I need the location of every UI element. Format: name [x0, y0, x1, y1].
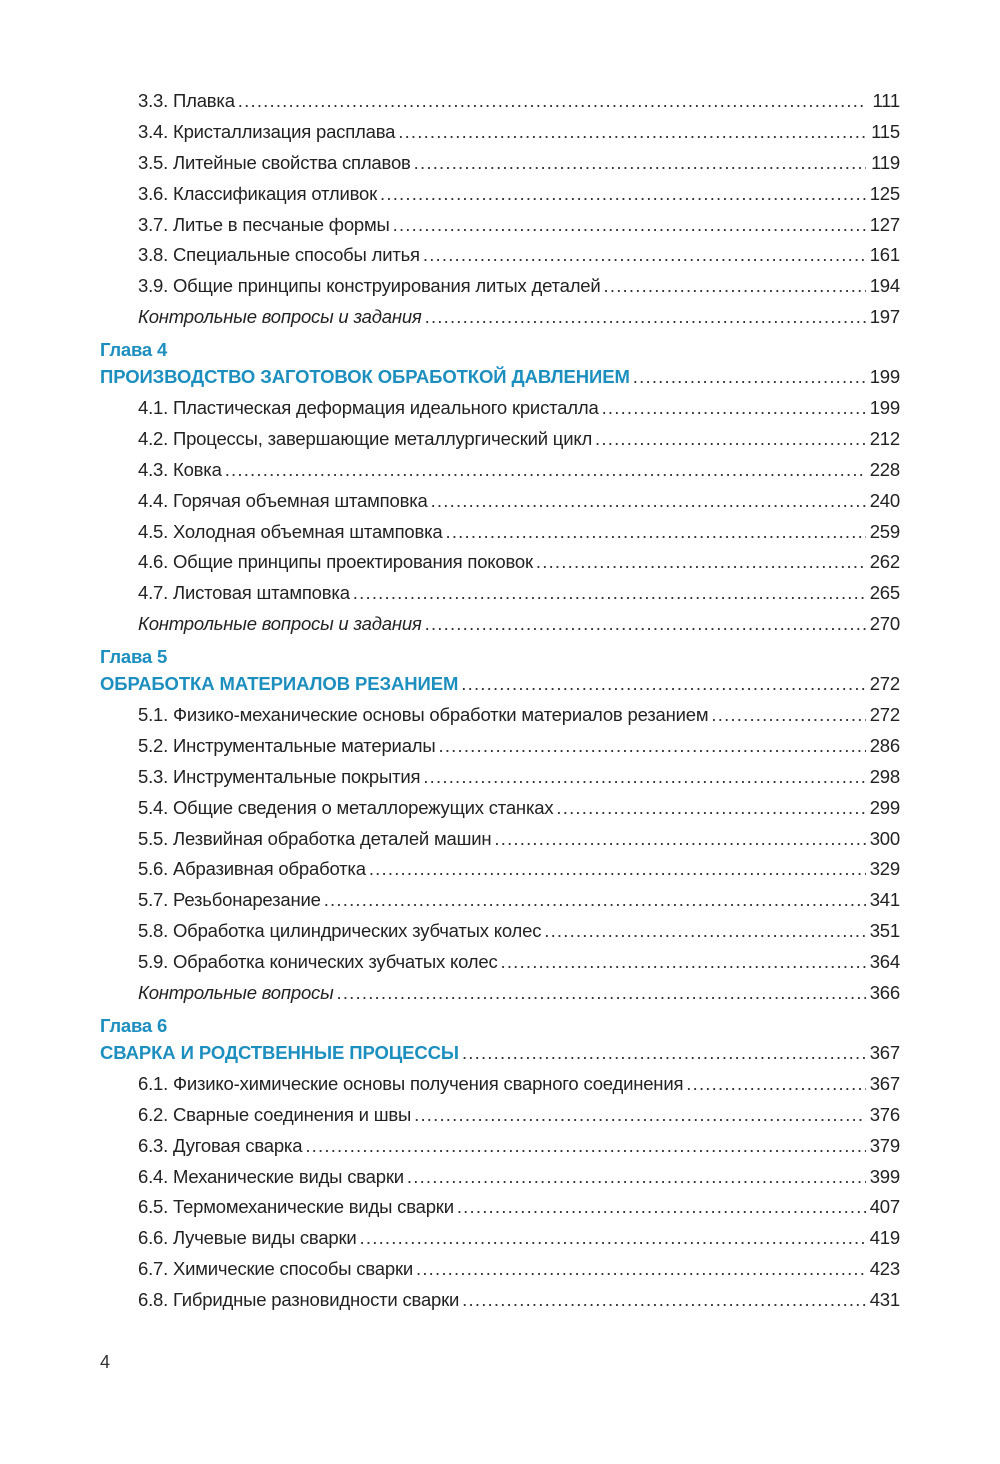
- toc-entry-title: 5.4. Общие сведения о металлорежущих станках: [138, 796, 554, 818]
- toc-entry[interactable]: [100, 486, 900, 517]
- toc-entry[interactable]: [100, 1254, 900, 1285]
- toc-entry-control-questions[interactable]: [100, 302, 900, 333]
- chapter-label: Глава 4: [100, 339, 168, 361]
- toc-entry-page: 364: [869, 951, 900, 973]
- leader-dots: [556, 793, 865, 824]
- toc-entry-title: 5.9. Обработка конических зубчатых колес: [138, 951, 498, 973]
- toc-entry[interactable]: [100, 117, 900, 148]
- chapter-heading[interactable]: [100, 362, 900, 393]
- toc-entry-page: 270: [869, 613, 900, 635]
- toc-entry-title: 3.7. Литье в песчаные формы: [138, 213, 390, 235]
- toc-entry-page: 300: [869, 827, 900, 849]
- leader-dots: [711, 700, 865, 731]
- toc-entry-title: 6.7. Химические способы сварки: [138, 1258, 413, 1280]
- toc-entry-title: 6.8. Гибридные разновидности сварки: [138, 1289, 460, 1311]
- toc-entry-page: 351: [869, 920, 900, 942]
- chapter-title: ПРОИЗВОДСТВО ЗАГОТОВОК ОБРАБОТКОЙ ДАВЛЕНИЕМ: [100, 366, 630, 388]
- toc-entry-page: 329: [869, 858, 900, 880]
- leader-dots: [423, 762, 865, 793]
- toc-entry-title: 4.5. Холодная объемная штамповка: [138, 520, 443, 542]
- toc-entry-title: 3.3. Плавка: [138, 90, 235, 111]
- toc-entry[interactable]: [100, 578, 900, 609]
- toc-entry[interactable]: [100, 424, 900, 455]
- chapter-page: 367: [869, 1041, 900, 1063]
- toc-entry-title: 5.5. Лезвийная обработка деталей машин: [138, 827, 492, 849]
- leader-dots: [544, 916, 865, 947]
- leader-dots: [595, 424, 866, 455]
- toc-entry-page: 197: [869, 306, 900, 328]
- leader-dots: [398, 117, 866, 148]
- toc-entry-page: 228: [869, 458, 900, 480]
- chapter-heading[interactable]: [100, 669, 900, 700]
- toc-entry-title: 4.1. Пластическая деформация идеального кристалла: [138, 397, 599, 419]
- toc-entry-page: 212: [869, 427, 900, 449]
- toc-entry-control-questions[interactable]: [100, 978, 900, 1009]
- chapter-title: ОБРАБОТКА МАТЕРИАЛОВ РЕЗАНИЕМ: [100, 673, 459, 695]
- toc-entry[interactable]: [100, 455, 900, 486]
- leader-dots: [360, 1223, 866, 1254]
- toc-entry-control-questions[interactable]: [100, 609, 900, 640]
- leader-dots: [225, 455, 866, 486]
- leader-dots: [461, 669, 865, 700]
- toc-entry[interactable]: [100, 517, 900, 548]
- leader-dots: [462, 1038, 866, 1069]
- leader-dots: [457, 1192, 866, 1223]
- toc-entry-page: 341: [869, 889, 900, 911]
- leader-dots: [633, 362, 866, 393]
- toc-entry-title: 4.3. Ковка: [138, 458, 222, 480]
- toc-entry-page: 376: [869, 1103, 900, 1125]
- toc-entry-title: 5.8. Обработка цилиндрических зубчатых колес: [138, 920, 542, 942]
- toc-entry-title: 4.6. Общие принципы проектирования поковок: [138, 551, 533, 573]
- toc-entry[interactable]: [100, 731, 900, 762]
- chapter-label: Глава 5: [100, 646, 168, 668]
- toc-entry-page: 259: [869, 520, 900, 542]
- toc-entry-title: 4.7. Листовая штамповка: [138, 582, 350, 604]
- leader-dots: [536, 547, 866, 578]
- chapter-page: 272: [869, 673, 900, 695]
- leader-dots: [393, 210, 866, 241]
- toc-entry-page: 240: [869, 489, 900, 511]
- toc-entry-page: 399: [869, 1165, 900, 1187]
- toc-entry-page: 407: [869, 1196, 900, 1218]
- toc-entry-page: 419: [869, 1227, 900, 1249]
- toc-entry-title: 5.1. Физико-механические основы обработки материалов резанием: [138, 704, 709, 726]
- toc-entry[interactable]: [100, 86, 900, 117]
- toc-entry-title: 6.4. Механические виды сварки: [138, 1165, 404, 1187]
- toc-entry-title: 3.9. Общие принципы конструирования литых деталей: [138, 275, 601, 297]
- toc-entry-title: 6.3. Дуговая сварка: [138, 1134, 303, 1156]
- toc-entry-page: 115: [871, 120, 900, 142]
- leader-dots: [324, 885, 866, 916]
- toc-entry-title: 4.4. Горячая объемная штамповка: [138, 489, 428, 511]
- toc-entry-title: 3.8. Специальные способы литья: [138, 244, 420, 266]
- toc-entry[interactable]: [100, 179, 900, 210]
- toc-entry-page: 161: [869, 244, 900, 266]
- toc-entry-page: 367: [869, 1072, 900, 1094]
- toc-entry-title: 6.2. Сварные соединения и швы: [138, 1103, 412, 1125]
- leader-dots: [501, 947, 866, 978]
- toc-entry-page: 272: [869, 704, 900, 726]
- toc-entry-page: 119: [871, 151, 900, 173]
- toc-entry-page: 298: [869, 765, 900, 787]
- toc-entry[interactable]: [100, 240, 900, 271]
- toc-entry-page: 299: [869, 796, 900, 818]
- leader-dots: [425, 302, 866, 333]
- toc-entry-title: 6.6. Лучевые виды сварки: [138, 1227, 357, 1249]
- toc-entry[interactable]: [100, 271, 900, 302]
- leader-dots: [425, 609, 866, 640]
- toc-entry-page: 431: [869, 1289, 900, 1311]
- toc-entry[interactable]: [100, 393, 900, 424]
- toc-entry-page: 423: [869, 1258, 900, 1280]
- toc-entry-title: 6.1. Физико-химические основы получения сварного соединения: [138, 1072, 684, 1094]
- chapter-page: 199: [869, 366, 900, 388]
- toc-entry[interactable]: [100, 762, 900, 793]
- leader-dots: [353, 578, 866, 609]
- leader-dots: [423, 240, 866, 271]
- toc-entry-page: 265: [869, 582, 900, 604]
- leader-dots: [494, 824, 865, 855]
- leader-dots: [238, 86, 866, 117]
- leader-dots: [414, 1100, 866, 1131]
- toc-entry-title: Контрольные вопросы: [138, 982, 334, 1004]
- toc-entry-title: 5.3. Инструментальные покрытия: [138, 765, 421, 787]
- toc-entry-title: 5.7. Резьбонарезание: [138, 889, 321, 911]
- toc-entry-page: 194: [869, 275, 900, 297]
- toc-entry[interactable]: [100, 854, 900, 885]
- leader-dots: [416, 1254, 866, 1285]
- toc-entry[interactable]: [100, 793, 900, 824]
- toc-entry-page: 379: [869, 1134, 900, 1156]
- chapter-title: СВАРКА И РОДСТВЕННЫЕ ПРОЦЕССЫ: [100, 1041, 459, 1063]
- leader-dots: [305, 1131, 865, 1162]
- toc-entry-title: 3.6. Классификация отливок: [138, 182, 378, 204]
- leader-dots: [462, 1285, 866, 1316]
- toc-entry-page: 262: [869, 551, 900, 573]
- toc-entry[interactable]: [100, 885, 900, 916]
- chapter-label: Глава 6: [100, 1014, 168, 1036]
- leader-dots: [380, 179, 866, 210]
- toc-entry[interactable]: [100, 148, 900, 179]
- toc-entry[interactable]: [100, 947, 900, 978]
- toc-entry-title: Контрольные вопросы и задания: [138, 306, 422, 328]
- toc-entry-page: 366: [869, 982, 900, 1004]
- toc-entry-page: 111: [872, 90, 900, 111]
- toc-entry[interactable]: [100, 1100, 900, 1131]
- page-number: 4: [100, 1352, 111, 1372]
- toc-entry[interactable]: [100, 210, 900, 241]
- toc-entry[interactable]: [100, 1192, 900, 1223]
- leader-dots: [438, 731, 865, 762]
- leader-dots: [414, 148, 866, 179]
- toc-entry-title: 3.5. Литейные свойства сплавов: [138, 151, 411, 173]
- toc-entry-page: 125: [869, 182, 900, 204]
- toc-entry-page: 286: [869, 734, 900, 756]
- toc-entry-title: Контрольные вопросы и задания: [138, 613, 422, 635]
- toc-entry[interactable]: [100, 1162, 900, 1193]
- toc-entry[interactable]: [100, 1223, 900, 1254]
- leader-dots: [446, 517, 866, 548]
- leader-dots: [602, 393, 866, 424]
- toc-entry[interactable]: [100, 1131, 900, 1162]
- leader-dots: [407, 1162, 866, 1193]
- leader-dots: [369, 854, 866, 885]
- toc-entry[interactable]: [100, 824, 900, 855]
- table-of-contents: [100, 86, 900, 1316]
- chapter-heading[interactable]: [100, 1038, 900, 1069]
- leader-dots: [686, 1069, 865, 1100]
- toc-entry[interactable]: [100, 547, 900, 578]
- toc-entry-title: 5.6. Абразивная обработка: [138, 858, 366, 880]
- toc-entry[interactable]: [100, 916, 900, 947]
- toc-entry-title: 6.5. Термомеханические виды сварки: [138, 1196, 454, 1218]
- leader-dots: [431, 486, 866, 517]
- toc-entry-title: 4.2. Процессы, завершающие металлургический цикл: [138, 427, 593, 449]
- toc-entry-page: 199: [869, 397, 900, 419]
- toc-entry-title: 3.4. Кристаллизация расплава: [138, 120, 396, 142]
- leader-dots: [337, 978, 866, 1009]
- toc-entry-page: 127: [869, 213, 900, 235]
- leader-dots: [604, 271, 866, 302]
- toc-entry-title: 5.2. Инструментальные материалы: [138, 734, 436, 756]
- toc-entry[interactable]: [100, 700, 900, 731]
- toc-entry[interactable]: [100, 1285, 900, 1316]
- toc-entry[interactable]: [100, 1069, 900, 1100]
